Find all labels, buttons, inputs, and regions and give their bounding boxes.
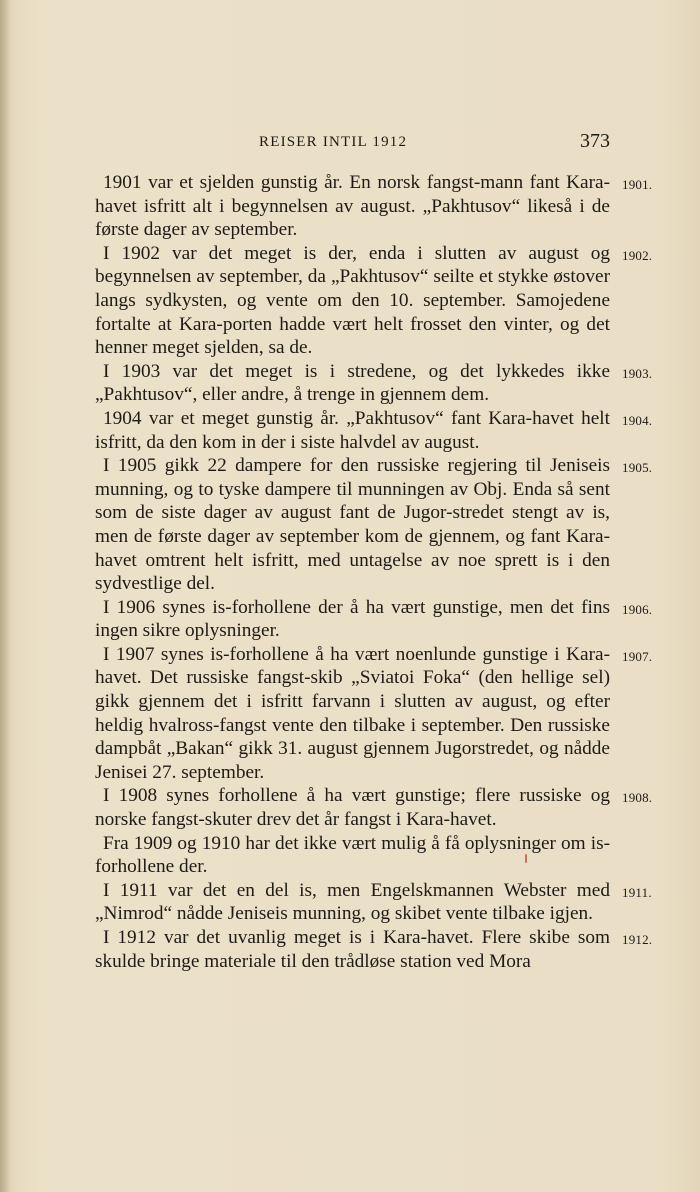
paragraph: I 1911 var det en del is, men Engelskmannen Webster med „Nimrod“ nådde Jeniseis munning, og skibet vente tilbake igjen.	[95, 879, 610, 925]
margin-year: 1902.	[622, 247, 653, 263]
margin-year: 1908.	[622, 790, 653, 806]
stray-ink-mark	[525, 854, 527, 863]
paragraph: I 1906 synes is-forhollene der å ha vært gunstige, men det fins ingen sikre oplysninger.	[95, 596, 610, 642]
binding-shadow	[0, 0, 10, 1192]
margin-year: 1903.	[622, 365, 653, 381]
paragraph: I 1907 synes is-forhollene å ha vært noenlunde gunstige i Kara-havet. Det russiske fangst-skib „Sviatoi Foka“ (den hellige sel) gikk gjennem det i isfritt farvann i slutten av august, og efter heldig hvalross-fangst vente den tilbake i september. Den russiske dampbåt „Bakan“ gikk 31. august gjennem Jugorstredet, og nådde Jenisei 27. september.	[95, 643, 610, 783]
running-head	[95, 130, 610, 160]
margin-year: 1911.	[622, 884, 652, 900]
entry-1901	[95, 171, 653, 242]
entry-1912	[95, 926, 653, 973]
paragraph: I 1912 var det uvanlig meget is i Kara-havet. Flere skibe som skulde bringe materiale til den trådløse station ved Mora	[95, 927, 610, 972]
paragraph: I 1905 gikk 22 dampere for den russiske regjering til Jeniseis munning, og to tyske dampere til munningen av Obj. Enda så sent som de siste dager av august fant de Jugor-stredet stengt av is, men de første dager av september kom de gjennem, og fant Kara-havet omtrent helt isfritt, med untagelse av noe sprett is i den sydvestlige del.	[95, 455, 610, 595]
page-number: 373	[580, 130, 610, 152]
margin-year: 1906.	[622, 601, 653, 617]
entry-1908	[95, 784, 653, 831]
entry-1907	[95, 643, 653, 785]
entry-1909-1910	[95, 832, 610, 879]
paragraph: 1901 var et sjelden gunstig år. En norsk fangst-mann fant Kara-havet isfritt alt i begynnelsen av august. „Pakhtusov“ likeså i de første dager av september.	[95, 172, 610, 241]
entry-1911	[95, 879, 652, 926]
paragraph: I 1903 var det meget is i stredene, og det lykkedes ikke „Pakhtusov“, eller andre, å trenge in gjennem dem.	[95, 360, 610, 406]
margin-year: 1904.	[622, 412, 653, 428]
entry-1905	[95, 454, 653, 596]
running-title: REISER INTIL 1912	[259, 134, 408, 150]
entry-1902	[95, 242, 653, 360]
entry-1903	[95, 360, 653, 407]
margin-year: 1905.	[622, 460, 653, 476]
paragraph: I 1902 var det meget is der, enda i slutten av august og begynnelsen av september, da „Pakhtusov“ seilte et stykke østover langs sydkysten, og vente om den 10. september. Samojedene fortalte at Kara-porten hadde vært helt frosset den vinter, og det henner meget sjelden, sa de.	[95, 242, 610, 359]
entry-1906	[95, 596, 653, 643]
paragraph: Fra 1909 og 1910 har det ikke vært mulig å få oplysninger om is-forhollene der.	[95, 832, 610, 878]
text-block	[95, 171, 653, 973]
margin-year: 1901.	[622, 177, 653, 192]
entry-1904	[95, 407, 653, 454]
margin-year: 1907.	[622, 648, 653, 664]
margin-year: 1912.	[622, 932, 653, 947]
paragraph: I 1908 synes forhollene å ha vært gunstige; flere russiske og norske fangst-skuter drev det år fangst i Kara-havet.	[95, 785, 610, 831]
paragraph: 1904 var et meget gunstig år. „Pakhtusov“ fant Kara-havet helt isfritt, da den kom in der i siste halvdel av august.	[95, 407, 610, 453]
